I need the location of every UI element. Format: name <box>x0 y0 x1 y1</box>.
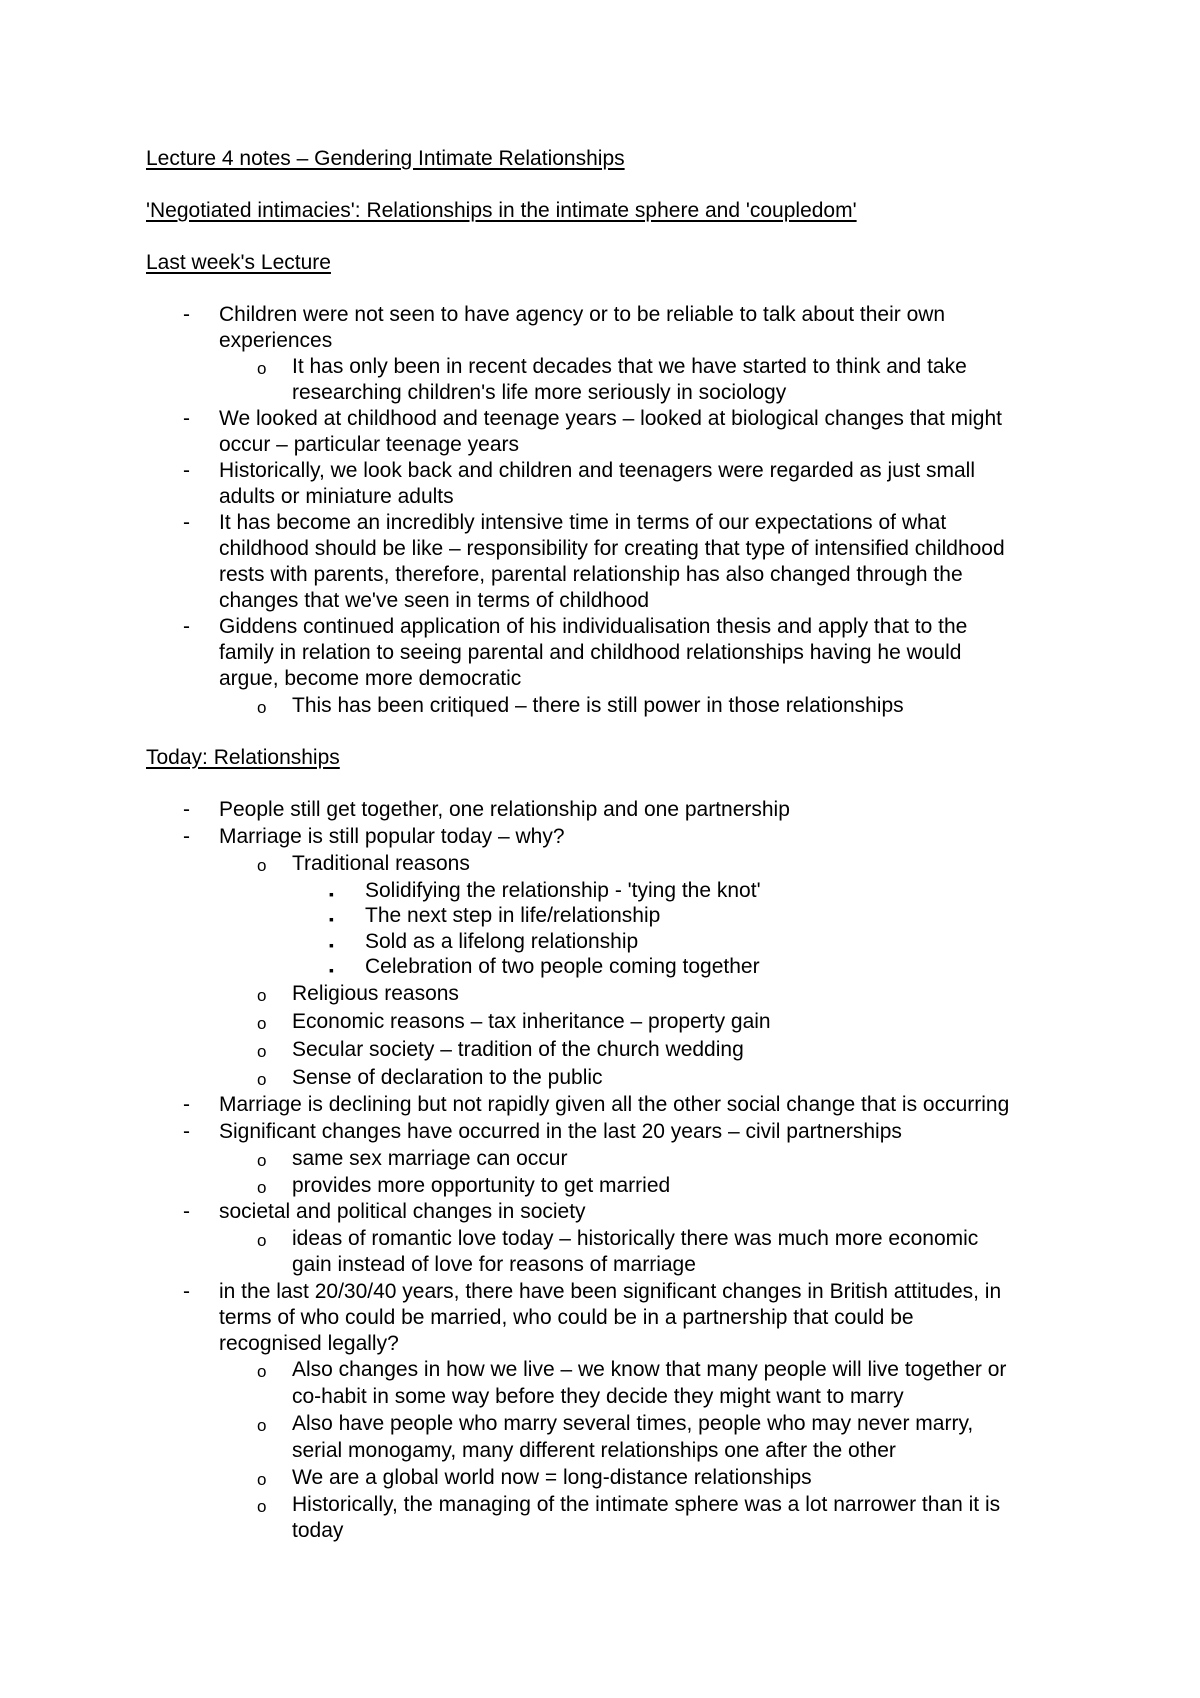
list-item-continuation <box>0 588 1200 614</box>
list-item <box>0 981 1200 1007</box>
list-item <box>0 354 1200 380</box>
list-item-text: Traditional reasons <box>292 852 470 875</box>
list-item-text: Children were not seen to have agency or to be reliable to talk about their own <box>219 303 946 326</box>
circle-bullet-icon: o <box>257 1497 267 1516</box>
subtitle-line <box>0 198 1200 224</box>
list-item-text: gain instead of love for reasons of marriage <box>292 1253 696 1276</box>
section-heading-line <box>0 745 1200 771</box>
square-bullet-icon: ▪ <box>329 911 334 927</box>
list-item-text: co-habit in some way before they decide they might want to marry <box>292 1385 904 1408</box>
list-item-continuation <box>0 640 1200 666</box>
dash-bullet-icon: - <box>183 1280 190 1303</box>
circle-bullet-icon: o <box>257 1070 267 1089</box>
list-item <box>0 1092 1200 1118</box>
circle-bullet-icon: o <box>257 359 267 378</box>
list-item-text: societal and political changes in society <box>219 1200 586 1223</box>
list-item-text: We looked at childhood and teenage years – looked at biological changes that might <box>219 407 1002 430</box>
list-item <box>0 1465 1200 1491</box>
list-item-text: This has been critiqued – there is still power in those relationships <box>292 694 904 717</box>
list-item-text: experiences <box>219 329 333 352</box>
list-item-text: in the last 20/30/40 years, there have been significant changes in British attitudes, in <box>219 1280 1002 1303</box>
list-item-text: Historically, the managing of the intimate sphere was a lot narrower than it is <box>292 1493 1001 1516</box>
list-item <box>0 1226 1200 1252</box>
dash-bullet-icon: - <box>183 407 190 430</box>
list-item <box>0 851 1200 877</box>
list-item-text: We are a global world now = long-distance relationships <box>292 1466 812 1489</box>
list-item-text: same sex marriage can occur <box>292 1147 568 1170</box>
circle-bullet-icon: o <box>257 1042 267 1061</box>
list-item-text: Giddens continued application of his individualisation thesis and apply that to the <box>219 615 968 638</box>
list-item <box>0 1119 1200 1145</box>
list-item-continuation <box>0 1252 1200 1278</box>
square-bullet-icon: ▪ <box>329 886 334 902</box>
list-item <box>0 693 1200 719</box>
dash-bullet-icon: - <box>183 1093 190 1116</box>
list-item-text: argue, become more democratic <box>219 667 522 690</box>
list-item-continuation <box>0 1305 1200 1331</box>
list-item-text: provides more opportunity to get married <box>292 1174 671 1197</box>
square-bullet-icon: ▪ <box>329 962 334 978</box>
list-item-text: researching children's life more seriously in sociology <box>292 381 787 404</box>
list-item-text: Significant changes have occurred in the last 20 years – civil partnerships <box>219 1120 902 1143</box>
list-item-continuation <box>0 328 1200 354</box>
list-item-text: terms of who could be married, who could be in a partnership that could be <box>219 1306 914 1329</box>
list-item-text: childhood should be like – responsibility for creating that type of intensified childhood <box>219 537 1005 560</box>
page-subtitle: 'Negotiated intimacies': Relationships in the intimate sphere and 'coupledom' <box>146 199 857 222</box>
circle-bullet-icon: o <box>257 1231 267 1250</box>
circle-bullet-icon: o <box>257 1178 267 1197</box>
list-item-continuation <box>0 1438 1200 1464</box>
list-item-text: The next step in life/relationship <box>365 904 661 927</box>
list-item-text: Marriage is declining but not rapidly given all the other social change that is occurring <box>219 1093 1010 1116</box>
list-item <box>0 1357 1200 1383</box>
list-item-text: Also changes in how we live – we know that many people will live together or <box>292 1358 1007 1381</box>
list-item <box>0 458 1200 484</box>
list-item-text: changes that we've seen in terms of childhood <box>219 589 650 612</box>
list-item-text: recognised legally? <box>219 1332 399 1355</box>
dash-bullet-icon: - <box>183 511 190 534</box>
list-item-text: Religious reasons <box>292 982 459 1005</box>
circle-bullet-icon: o <box>257 1362 267 1381</box>
list-item-text: rests with parents, therefore, parental relationship has also changed through the <box>219 563 963 586</box>
list-item-text: It has only been in recent decades that we have started to think and take <box>292 355 967 378</box>
section-heading-last-week: Last week's Lecture <box>146 251 331 274</box>
list-item <box>0 824 1200 850</box>
list-item-continuation <box>0 1331 1200 1357</box>
dash-bullet-icon: - <box>183 1120 190 1143</box>
list-item <box>0 1199 1200 1225</box>
page-title: Lecture 4 notes – Gendering Intimate Relationships <box>146 147 625 170</box>
list-item-continuation <box>0 484 1200 510</box>
title-line <box>0 146 1200 172</box>
list-item-text: Celebration of two people coming together <box>365 955 760 978</box>
list-item-text: Solidifying the relationship - 'tying the knot' <box>365 879 761 902</box>
list-item-continuation <box>0 536 1200 562</box>
list-item-text: occur – particular teenage years <box>219 433 519 456</box>
dash-bullet-icon: - <box>183 798 190 821</box>
list-item-text: serial monogamy, many different relationships one after the other <box>292 1439 896 1462</box>
list-item <box>0 903 1200 929</box>
list-item-text: Sense of declaration to the public <box>292 1066 603 1089</box>
circle-bullet-icon: o <box>257 1151 267 1170</box>
list-item-text: Also have people who marry several times, people who may never marry, <box>292 1412 974 1435</box>
list-item-text: today <box>292 1519 344 1542</box>
list-item-text: Economic reasons – tax inheritance – property gain <box>292 1010 771 1033</box>
circle-bullet-icon: o <box>257 856 267 875</box>
list-item-continuation <box>0 562 1200 588</box>
list-item <box>0 1279 1200 1305</box>
dash-bullet-icon: - <box>183 1200 190 1223</box>
list-item <box>0 878 1200 904</box>
circle-bullet-icon: o <box>257 1470 267 1489</box>
list-item-continuation <box>0 432 1200 458</box>
list-item <box>0 954 1200 980</box>
list-item-continuation <box>0 1384 1200 1410</box>
list-item <box>0 929 1200 955</box>
list-item <box>0 510 1200 536</box>
section-heading-today: Today: Relationships <box>146 746 340 769</box>
list-item-continuation <box>0 666 1200 692</box>
list-item-text: People still get together, one relationship and one partnership <box>219 798 790 821</box>
list-item-text: ideas of romantic love today – historically there was much more economic <box>292 1227 979 1250</box>
circle-bullet-icon: o <box>257 698 267 717</box>
dash-bullet-icon: - <box>183 303 190 326</box>
list-item-continuation <box>0 380 1200 406</box>
dash-bullet-icon: - <box>183 459 190 482</box>
list-item <box>0 302 1200 328</box>
dash-bullet-icon: - <box>183 825 190 848</box>
list-item-continuation <box>0 1518 1200 1544</box>
circle-bullet-icon: o <box>257 1416 267 1435</box>
circle-bullet-icon: o <box>257 986 267 1005</box>
list-item <box>0 406 1200 432</box>
list-item-text: Secular society – tradition of the church wedding <box>292 1038 744 1061</box>
list-item-text: adults or miniature adults <box>219 485 454 508</box>
circle-bullet-icon: o <box>257 1014 267 1033</box>
list-item-text: It has become an incredibly intensive time in terms of our expectations of what <box>219 511 947 534</box>
list-item <box>0 1173 1200 1199</box>
list-item <box>0 1492 1200 1518</box>
list-item <box>0 1146 1200 1172</box>
list-item <box>0 797 1200 823</box>
square-bullet-icon: ▪ <box>329 937 334 953</box>
list-item <box>0 1037 1200 1063</box>
list-item <box>0 1009 1200 1035</box>
list-item <box>0 1065 1200 1091</box>
list-item-text: Historically, we look back and children and teenagers were regarded as just small <box>219 459 975 482</box>
list-item-text: Marriage is still popular today – why? <box>219 825 565 848</box>
list-item <box>0 614 1200 640</box>
list-item <box>0 1411 1200 1437</box>
list-item-text: family in relation to seeing parental and childhood relationships having he would <box>219 641 962 664</box>
section-heading-line <box>0 250 1200 276</box>
dash-bullet-icon: - <box>183 615 190 638</box>
list-item-text: Sold as a lifelong relationship <box>365 930 639 953</box>
